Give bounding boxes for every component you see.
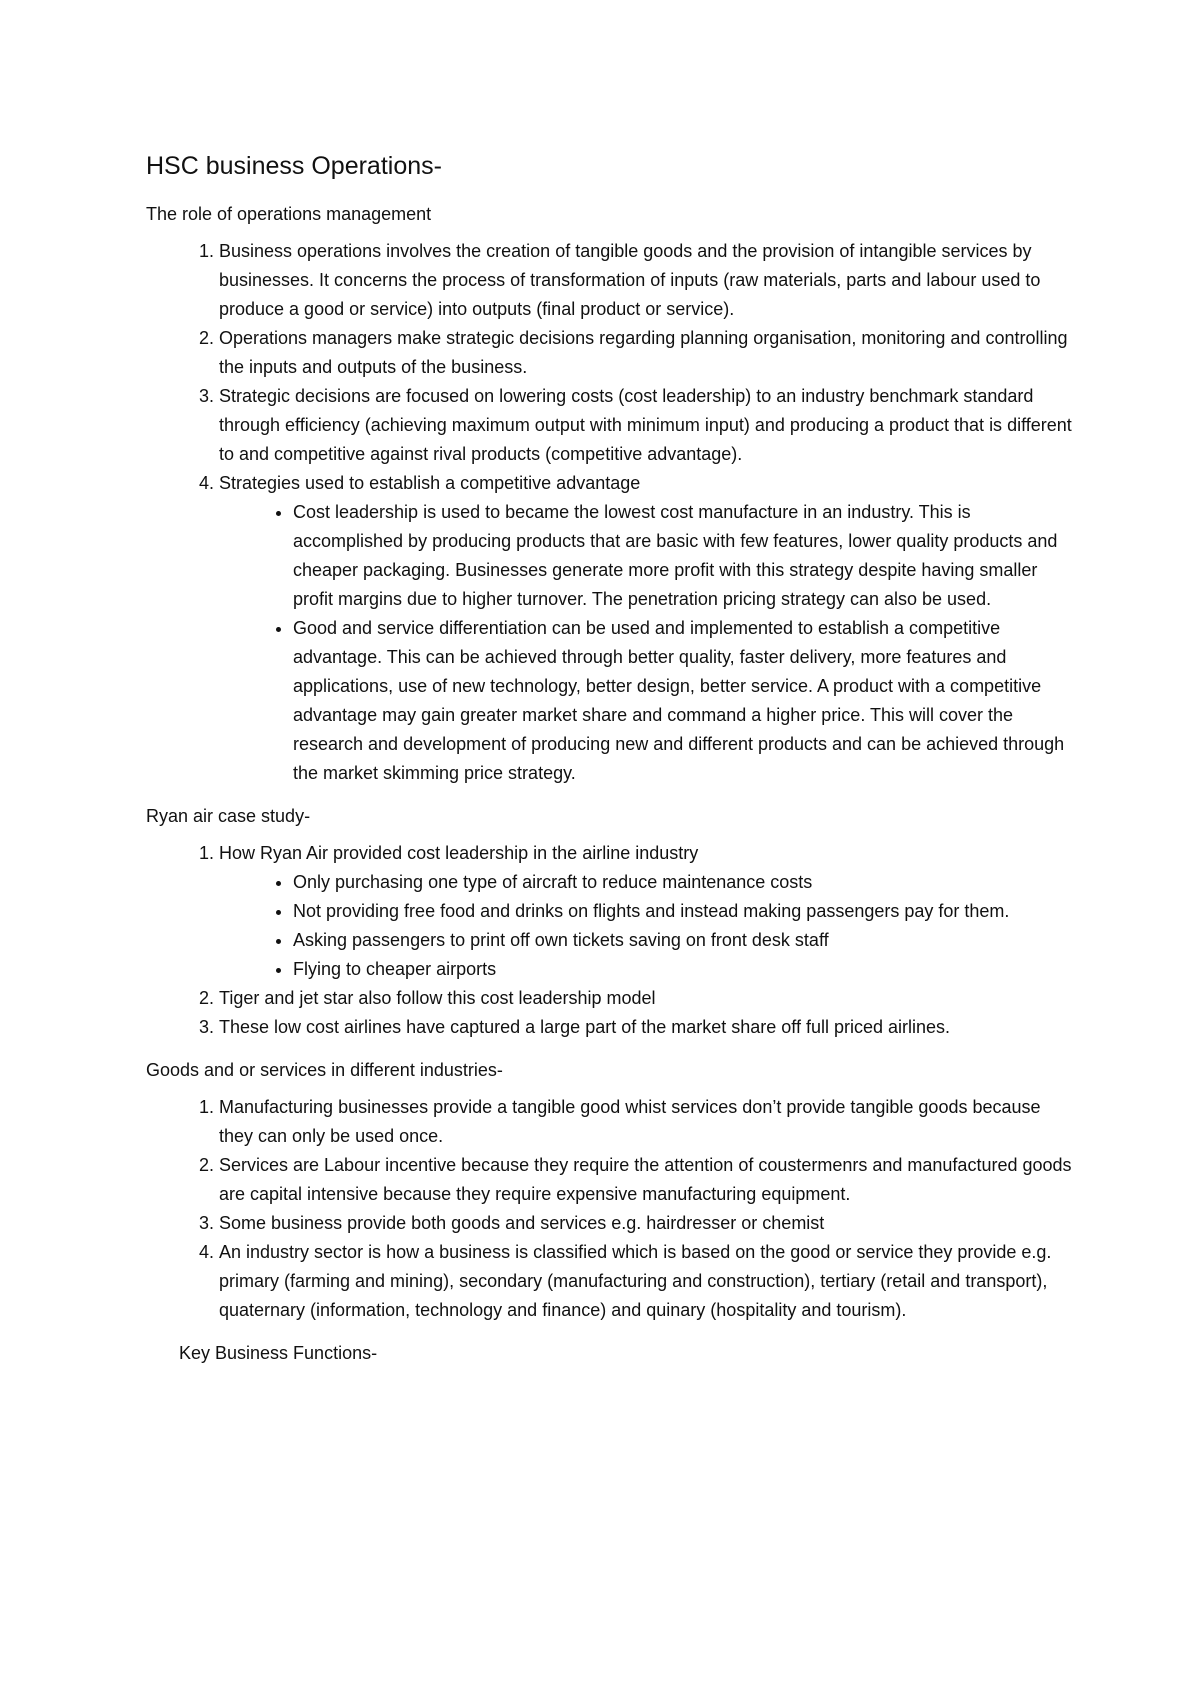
list-item (219, 1013, 1076, 1042)
list-item (219, 469, 1076, 788)
list-item-text: Tiger and jet star also follow this cost leadership model (219, 988, 656, 1008)
section-role-of-operations (146, 200, 1076, 788)
list-item (219, 984, 1076, 1013)
list-item-text: Manufacturing businesses provide a tangible good whist services don’t provide tangible goods because they can only be used once. (219, 1097, 1041, 1146)
list-item (219, 1151, 1076, 1209)
list-item-text: An industry sector is how a business is classified which is based on the good or service they provide e.g. primary (farming and mining), secondary (manufacturing and construction), tertiary (retail and transport), quaternary (information, technology and finance) and quinary (hospitality and tourism). (219, 1242, 1052, 1320)
section-heading: Ryan air case study- (146, 806, 311, 826)
list-item (219, 237, 1076, 324)
document-title: HSC business Operations- (146, 152, 442, 180)
numbered-list (146, 1093, 1076, 1325)
list-item-text: These low cost airlines have captured a large part of the market share off full priced airlines. (219, 1017, 951, 1037)
bullet-item: • Flying to cheaper airports (293, 955, 1076, 984)
bullet-list (219, 498, 1076, 788)
list-item (219, 382, 1076, 469)
section-heading: The role of operations management (146, 204, 432, 224)
list-item-text: Strategic decisions are focused on lowering costs (cost leadership) to an industry benchmark standard through efficiency (achieving maximum output with minimum input) and producing a product that is different to and competitive against rival products (competitive advantage). (219, 386, 1072, 464)
list-item (219, 839, 1076, 984)
bullet-item: • Good and service differentiation can be used and implemented to establish a competitive advantage. This can be achieved through better quality, faster delivery, more features and applications, use of new technology, better design, better service. A product with a competitive advantage may gain greater market share and command a higher price. This will cover the research and development of producing new and different products and can be achieved through the market skimming price strategy. (293, 614, 1076, 788)
list-item (219, 1209, 1076, 1238)
section-ryan-air (146, 802, 1076, 1042)
numbered-list (146, 839, 1076, 1042)
bullet-item: • Only purchasing one type of aircraft to reduce maintenance costs (293, 868, 1076, 897)
list-item-text: Business operations involves the creation of tangible goods and the provision of intangible services by businesses. It concerns the process of transformation of inputs (raw materials, parts and labour used to produce a good or service) into outputs (final product or service). (219, 241, 1041, 319)
bullet-item: • Asking passengers to print off own tickets saving on front desk staff (293, 926, 1076, 955)
list-item-text: Operations managers make strategic decisions regarding planning organisation, monitoring and controlling the inputs and outputs of the business. (219, 328, 1068, 377)
document-body (146, 150, 1076, 1376)
bullet-item: • Not providing free food and drinks on flights and instead making passengers pay for them. (293, 897, 1076, 926)
list-item (219, 1238, 1076, 1325)
numbered-list (146, 237, 1076, 788)
bullet-item: • Cost leadership is used to became the lowest cost manufacture in an industry. This is accomplished by producing products that are basic with few features, lower quality products and cheaper packaging. Businesses generate more profit with this strategy despite having smaller profit margins due to higher turnover. The penetration pricing strategy can also be used. (293, 498, 1076, 614)
section-heading-key-business-functions: Key Business Functions- (179, 1343, 378, 1363)
section-heading: Goods and or services in different industries- (146, 1060, 503, 1080)
list-item-text: Services are Labour incentive because they require the attention of coustermenrs and manufactured goods are capital intensive because they require expensive manufacturing equipment. (219, 1155, 1072, 1204)
section-goods-services (146, 1056, 1076, 1325)
list-item-text: Some business provide both goods and services e.g. hairdresser or chemist (219, 1213, 825, 1233)
list-item-text: How Ryan Air provided cost leadership in the airline industry (219, 843, 699, 863)
list-item-text: Strategies used to establish a competitive advantage (219, 473, 641, 493)
list-item (219, 1093, 1076, 1151)
list-item (219, 324, 1076, 382)
bullet-list (219, 868, 1076, 984)
